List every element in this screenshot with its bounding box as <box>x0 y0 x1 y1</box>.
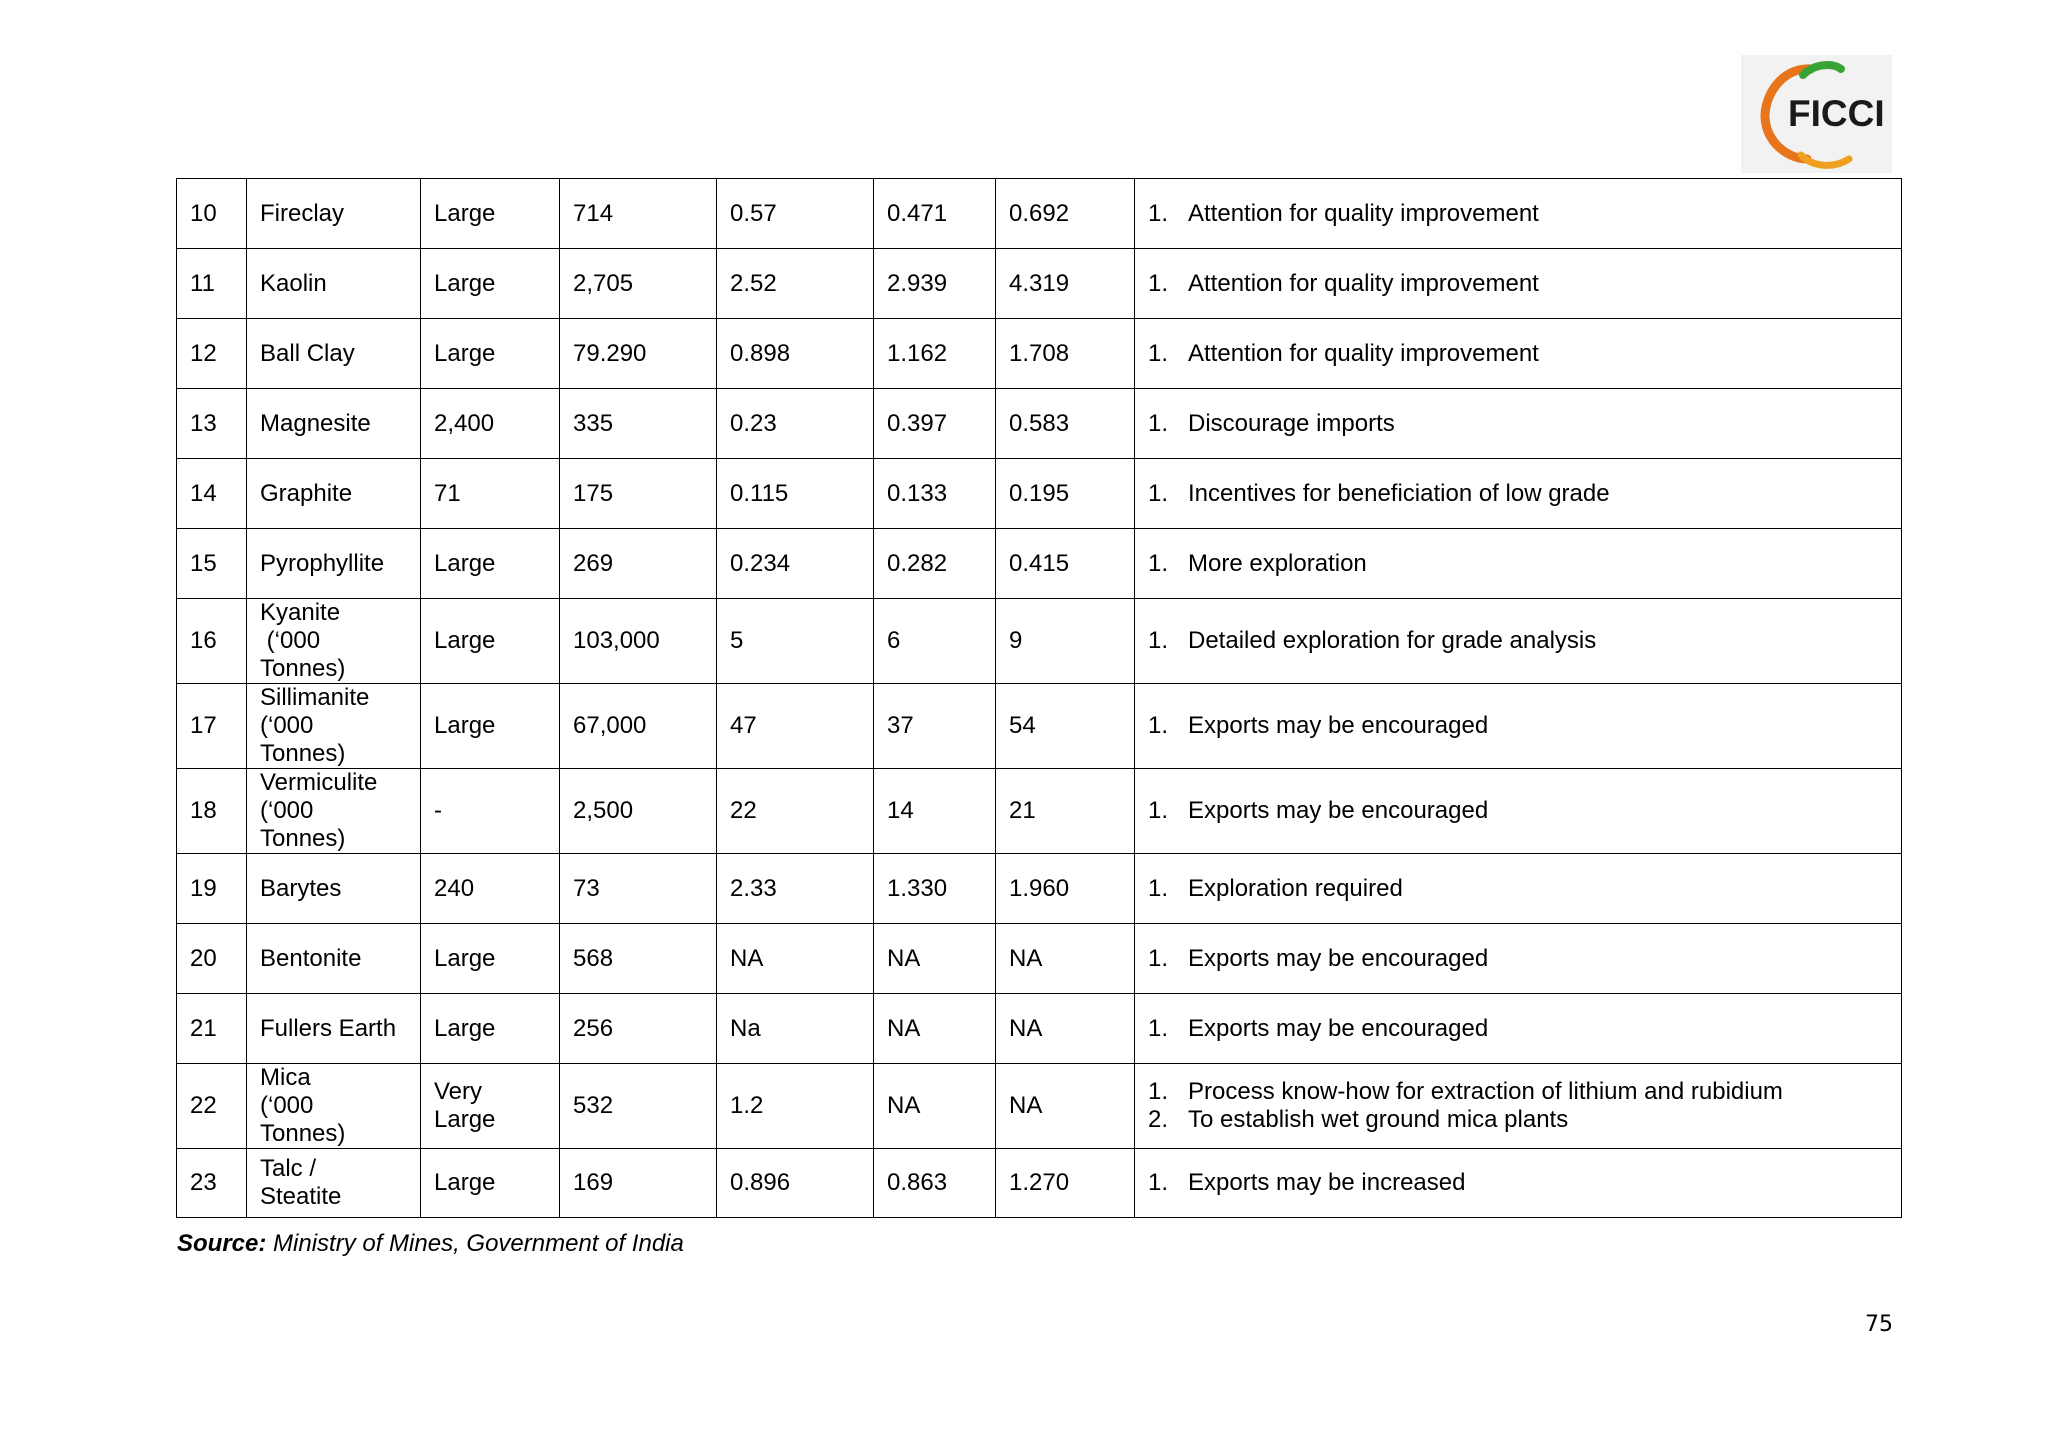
cell-column-7: NA <box>996 1064 1135 1149</box>
cell-column-4: 169 <box>560 1149 717 1218</box>
cell-mineral-line: Sillimanite <box>260 684 370 711</box>
cell-mineral-line: Tonnes) <box>260 740 346 767</box>
cell-serial-number: 19 <box>177 854 247 924</box>
cell-serial-number: 17 <box>177 684 247 769</box>
cell-column-6: 37 <box>874 684 996 769</box>
recommendation-list <box>1148 410 1901 438</box>
recommendation-list <box>1148 200 1901 228</box>
cell-column-5: Na <box>717 994 874 1064</box>
recommendation-text: Exports may be encouraged <box>1188 1014 1489 1042</box>
cell-mineral <box>247 599 421 684</box>
cell-mineral-line: Vermiculite <box>260 769 378 796</box>
cell-column-6: 2.939 <box>874 249 996 319</box>
cell-column-3 <box>421 599 560 684</box>
ficci-logo-text: FICCI <box>1788 93 1885 134</box>
cell-column-3 <box>421 319 560 389</box>
cell-mineral-line: Kyanite <box>260 599 341 626</box>
table-row <box>177 459 1902 529</box>
cell-column-3-line: Large <box>434 1169 496 1196</box>
cell-mineral <box>247 994 421 1064</box>
cell-column-6: 1.162 <box>874 319 996 389</box>
cell-column-3 <box>421 854 560 924</box>
cell-mineral-line: Fullers Earth <box>260 1014 397 1042</box>
page-number: 75 <box>1865 1312 1893 1337</box>
cell-column-4: 532 <box>560 1064 717 1149</box>
recommendation-number: 1. <box>1148 944 1169 972</box>
recommendation-text: Attention for quality improvement <box>1188 269 1539 297</box>
recommendation-text: Detailed exploration for grade analysis <box>1188 627 1597 654</box>
cell-recommendations <box>1135 924 1902 994</box>
cell-column-5: 47 <box>717 684 874 769</box>
cell-mineral <box>247 769 421 854</box>
recommendation-text: Attention for quality improvement <box>1188 339 1539 367</box>
cell-column-3 <box>421 684 560 769</box>
cell-column-7: 54 <box>996 684 1135 769</box>
recommendation-list <box>1148 1078 1901 1134</box>
recommendation-text: To establish wet ground mica plants <box>1188 1106 1569 1133</box>
cell-serial-number: 11 <box>177 249 247 319</box>
recommendation-item <box>1148 1015 1901 1043</box>
cell-column-7: 0.195 <box>996 459 1135 529</box>
cell-recommendations <box>1135 1149 1902 1218</box>
cell-mineral-line: Barytes <box>260 874 342 902</box>
cell-column-3-line: Large <box>434 269 496 297</box>
ficci-logo <box>1741 55 1892 173</box>
cell-column-3 <box>421 994 560 1064</box>
cell-column-3-line: Large <box>434 627 496 654</box>
cell-column-5: 0.23 <box>717 389 874 459</box>
cell-column-7: 4.319 <box>996 249 1135 319</box>
cell-column-3-line: Large <box>434 339 496 367</box>
cell-column-5: 22 <box>717 769 874 854</box>
cell-column-3-line: 240 <box>434 874 475 902</box>
cell-column-4: 269 <box>560 529 717 599</box>
recommendation-text: Attention for quality improvement <box>1188 199 1539 227</box>
cell-mineral <box>247 249 421 319</box>
cell-column-4: 103,000 <box>560 599 717 684</box>
cell-mineral-line: Graphite <box>260 479 353 507</box>
cell-column-3 <box>421 1064 560 1149</box>
cell-mineral-line: Magnesite <box>260 409 371 437</box>
recommendation-number: 1. <box>1148 874 1169 902</box>
cell-column-3-line: Large <box>434 712 496 739</box>
recommendation-text: Exports may be encouraged <box>1188 797 1489 824</box>
recommendation-number: 1. <box>1148 339 1169 367</box>
cell-column-3 <box>421 459 560 529</box>
table-row <box>177 854 1902 924</box>
recommendation-list <box>1148 340 1901 368</box>
cell-serial-number: 21 <box>177 994 247 1064</box>
recommendation-list <box>1148 797 1901 825</box>
cell-column-7: 9 <box>996 599 1135 684</box>
recommendation-number: 1. <box>1148 627 1169 654</box>
cell-column-5: NA <box>717 924 874 994</box>
recommendation-item <box>1148 627 1901 655</box>
cell-column-3 <box>421 1149 560 1218</box>
recommendation-list <box>1148 945 1901 973</box>
cell-column-6: NA <box>874 1064 996 1149</box>
minerals-table-body <box>177 179 1902 1218</box>
recommendation-list <box>1148 627 1901 655</box>
recommendation-item <box>1148 340 1901 368</box>
minerals-table <box>176 178 1902 1218</box>
recommendation-list <box>1148 550 1901 578</box>
cell-column-7: 1.270 <box>996 1149 1135 1218</box>
table-row <box>177 684 1902 769</box>
table-row <box>177 249 1902 319</box>
cell-mineral-line: (‘000 <box>260 797 314 824</box>
cell-column-4: 2,500 <box>560 769 717 854</box>
table-row <box>177 1064 1902 1149</box>
cell-mineral <box>247 924 421 994</box>
cell-column-6: NA <box>874 994 996 1064</box>
cell-mineral-line: (‘000 <box>260 1092 314 1119</box>
recommendation-number: 1. <box>1148 479 1169 507</box>
source-note <box>177 1230 684 1258</box>
cell-column-3 <box>421 924 560 994</box>
source-label: Source: <box>177 1230 267 1257</box>
table-row <box>177 994 1902 1064</box>
cell-mineral-line: Bentonite <box>260 944 362 972</box>
cell-serial-number: 23 <box>177 1149 247 1218</box>
cell-column-3 <box>421 179 560 249</box>
table-row <box>177 389 1902 459</box>
cell-column-5: 0.115 <box>717 459 874 529</box>
cell-column-7: 21 <box>996 769 1135 854</box>
recommendation-list <box>1148 1015 1901 1043</box>
cell-column-7: NA <box>996 924 1135 994</box>
cell-mineral-line: Kaolin <box>260 269 327 297</box>
recommendation-number: 1. <box>1148 549 1169 577</box>
cell-column-6: 0.133 <box>874 459 996 529</box>
recommendation-text: Exports may be encouraged <box>1188 712 1489 739</box>
recommendation-text: Exports may be encouraged <box>1188 944 1489 972</box>
recommendation-item <box>1148 1169 1901 1197</box>
cell-recommendations <box>1135 769 1902 854</box>
recommendation-item <box>1148 550 1901 578</box>
table-row <box>177 769 1902 854</box>
cell-mineral <box>247 179 421 249</box>
recommendation-list <box>1148 270 1901 298</box>
cell-mineral-line: Tonnes) <box>260 655 346 682</box>
recommendation-item <box>1148 1106 1901 1134</box>
cell-column-4: 79.290 <box>560 319 717 389</box>
recommendation-item <box>1148 875 1901 903</box>
cell-serial-number: 10 <box>177 179 247 249</box>
recommendation-number: 1. <box>1148 797 1169 824</box>
cell-column-3-line: Large <box>434 944 496 972</box>
cell-mineral <box>247 1149 421 1218</box>
cell-serial-number: 22 <box>177 1064 247 1149</box>
cell-mineral-line: Tonnes) <box>260 825 346 852</box>
cell-serial-number: 16 <box>177 599 247 684</box>
recommendation-item <box>1148 270 1901 298</box>
cell-mineral <box>247 1064 421 1149</box>
recommendation-text: Incentives for beneficiation of low grade <box>1188 479 1610 507</box>
cell-column-3-line: Large <box>434 549 496 577</box>
recommendation-number: 1. <box>1148 1169 1169 1196</box>
cell-mineral-line: Steatite <box>260 1183 342 1210</box>
recommendation-item <box>1148 480 1901 508</box>
cell-mineral-line: (‘000 <box>260 712 314 739</box>
cell-column-5: 0.898 <box>717 319 874 389</box>
cell-recommendations <box>1135 389 1902 459</box>
cell-column-4: 568 <box>560 924 717 994</box>
table-row <box>177 599 1902 684</box>
cell-recommendations <box>1135 1064 1902 1149</box>
cell-serial-number: 13 <box>177 389 247 459</box>
recommendation-item <box>1148 797 1901 825</box>
cell-mineral-line: Mica <box>260 1064 311 1091</box>
cell-column-5: 0.57 <box>717 179 874 249</box>
table-row <box>177 319 1902 389</box>
cell-serial-number: 18 <box>177 769 247 854</box>
cell-column-3-line: 2,400 <box>434 409 495 437</box>
recommendation-list <box>1148 875 1901 903</box>
recommendation-text: Discourage imports <box>1188 409 1395 437</box>
cell-mineral <box>247 684 421 769</box>
cell-recommendations <box>1135 249 1902 319</box>
recommendation-text: Exploration required <box>1188 874 1403 902</box>
recommendation-item <box>1148 410 1901 438</box>
recommendation-number: 1. <box>1148 712 1169 739</box>
table-row <box>177 1149 1902 1218</box>
cell-column-6: 0.397 <box>874 389 996 459</box>
table-row <box>177 179 1902 249</box>
cell-mineral <box>247 459 421 529</box>
recommendation-number: 1. <box>1148 1014 1169 1042</box>
cell-column-5: 2.33 <box>717 854 874 924</box>
cell-column-4: 256 <box>560 994 717 1064</box>
recommendation-list <box>1148 712 1901 740</box>
cell-column-3 <box>421 769 560 854</box>
cell-column-3 <box>421 529 560 599</box>
cell-column-3-line: Large <box>434 1014 496 1042</box>
cell-serial-number: 15 <box>177 529 247 599</box>
cell-column-6: 6 <box>874 599 996 684</box>
cell-column-7: 0.583 <box>996 389 1135 459</box>
cell-column-3-line: Large <box>434 199 496 227</box>
recommendation-list <box>1148 480 1901 508</box>
cell-mineral <box>247 529 421 599</box>
cell-recommendations <box>1135 684 1902 769</box>
cell-column-4: 335 <box>560 389 717 459</box>
recommendation-item <box>1148 1078 1901 1106</box>
cell-recommendations <box>1135 179 1902 249</box>
cell-mineral-line: Talc / <box>260 1155 317 1182</box>
cell-column-5: 5 <box>717 599 874 684</box>
cell-column-5: 0.234 <box>717 529 874 599</box>
cell-column-6: NA <box>874 924 996 994</box>
recommendation-text: More exploration <box>1188 549 1367 577</box>
cell-mineral <box>247 854 421 924</box>
recommendation-text: Process know-how for extraction of lithium and rubidium <box>1188 1078 1783 1105</box>
cell-column-4: 714 <box>560 179 717 249</box>
source-text: Ministry of Mines, Government of India <box>266 1230 684 1257</box>
cell-column-3-line: 71 <box>434 479 461 507</box>
cell-serial-number: 12 <box>177 319 247 389</box>
cell-column-5: 2.52 <box>717 249 874 319</box>
recommendation-item <box>1148 200 1901 228</box>
cell-column-3-line: Very <box>434 1078 483 1105</box>
cell-column-3 <box>421 249 560 319</box>
cell-column-4: 2,705 <box>560 249 717 319</box>
cell-mineral-line: Ball Clay <box>260 339 355 367</box>
cell-column-7: NA <box>996 994 1135 1064</box>
cell-mineral-line: Pyrophyllite <box>260 549 385 577</box>
cell-column-3-line: - <box>434 797 442 824</box>
cell-mineral-line: (‘000 <box>260 627 321 654</box>
cell-column-6: 14 <box>874 769 996 854</box>
cell-column-7: 1.708 <box>996 319 1135 389</box>
cell-recommendations <box>1135 459 1902 529</box>
cell-recommendations <box>1135 319 1902 389</box>
recommendation-number: 1. <box>1148 199 1169 227</box>
cell-column-3 <box>421 389 560 459</box>
recommendation-number: 1. <box>1148 1078 1169 1105</box>
cell-column-6: 0.471 <box>874 179 996 249</box>
cell-column-7: 0.692 <box>996 179 1135 249</box>
cell-serial-number: 20 <box>177 924 247 994</box>
cell-recommendations <box>1135 994 1902 1064</box>
cell-column-6: 0.282 <box>874 529 996 599</box>
cell-mineral <box>247 389 421 459</box>
cell-column-4: 67,000 <box>560 684 717 769</box>
recommendation-number: 2. <box>1148 1106 1169 1133</box>
recommendation-item <box>1148 945 1901 973</box>
recommendation-number: 1. <box>1148 269 1169 297</box>
recommendation-item <box>1148 712 1901 740</box>
recommendation-number: 1. <box>1148 409 1169 437</box>
table-row <box>177 529 1902 599</box>
cell-column-7: 1.960 <box>996 854 1135 924</box>
cell-serial-number: 14 <box>177 459 247 529</box>
recommendation-list <box>1148 1169 1901 1197</box>
cell-column-4: 175 <box>560 459 717 529</box>
table-row <box>177 924 1902 994</box>
cell-recommendations <box>1135 599 1902 684</box>
cell-column-7: 0.415 <box>996 529 1135 599</box>
cell-column-6: 1.330 <box>874 854 996 924</box>
cell-mineral-line: Fireclay <box>260 199 345 227</box>
recommendation-text: Exports may be increased <box>1188 1169 1466 1196</box>
cell-mineral <box>247 319 421 389</box>
cell-recommendations <box>1135 529 1902 599</box>
cell-column-3-line: Large <box>434 1106 496 1133</box>
cell-column-5: 0.896 <box>717 1149 874 1218</box>
cell-recommendations <box>1135 854 1902 924</box>
cell-column-4: 73 <box>560 854 717 924</box>
cell-mineral-line: Tonnes) <box>260 1120 346 1147</box>
cell-column-6: 0.863 <box>874 1149 996 1218</box>
cell-column-5: 1.2 <box>717 1064 874 1149</box>
